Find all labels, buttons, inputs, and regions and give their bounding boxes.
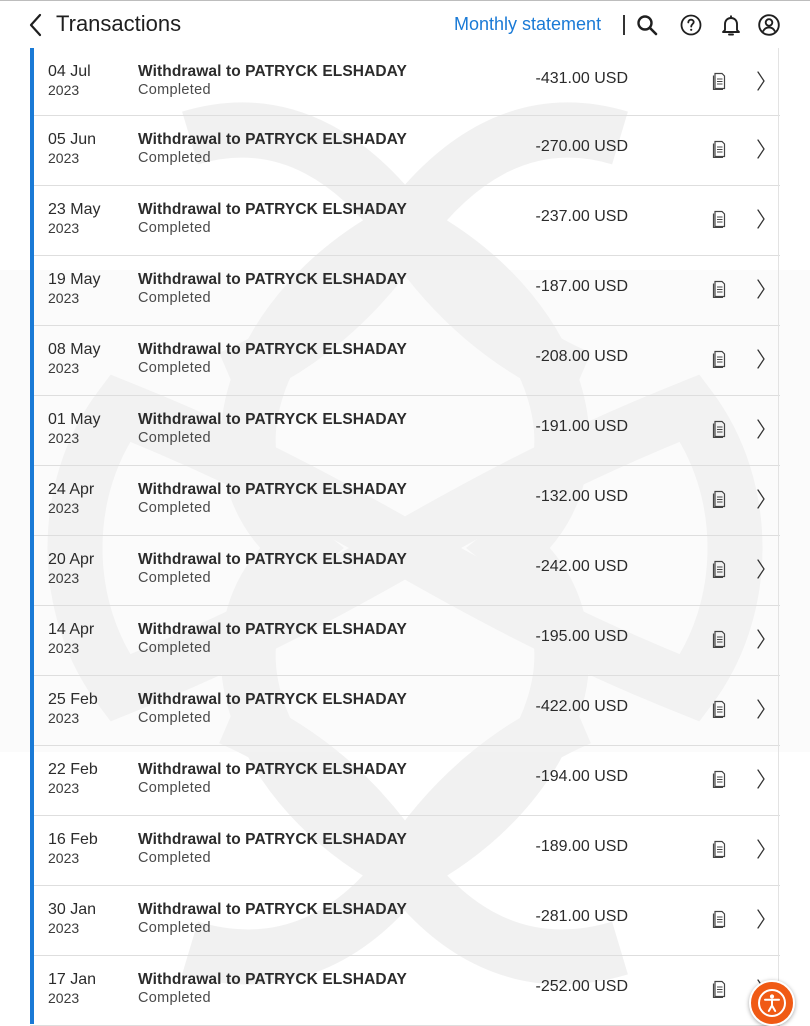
list-right-border — [778, 48, 779, 1024]
document-icon[interactable] — [712, 630, 726, 648]
transaction-description: Withdrawal to PATRYCK ELSHADAY — [138, 551, 407, 568]
transaction-date: 16 Feb — [48, 831, 98, 848]
document-icon[interactable] — [712, 420, 726, 438]
transaction-row[interactable] — [30, 396, 780, 466]
transaction-date: 30 Jan — [48, 901, 97, 918]
transaction-amount: -132.00 USD — [535, 488, 628, 505]
transaction-amount: -237.00 USD — [535, 208, 628, 225]
transaction-description: Withdrawal to PATRYCK ELSHADAY — [138, 131, 407, 148]
transaction-description: Withdrawal to PATRYCK ELSHADAY — [138, 761, 407, 778]
chevron-right-icon[interactable] — [756, 558, 766, 580]
transaction-year: 2023 — [48, 570, 80, 586]
transaction-row[interactable] — [30, 956, 780, 1026]
transaction-year: 2023 — [48, 82, 80, 98]
help-icon[interactable] — [679, 13, 703, 37]
transaction-status: Completed — [138, 500, 211, 516]
document-icon[interactable] — [712, 490, 726, 508]
document-icon[interactable] — [712, 350, 726, 368]
document-icon[interactable] — [712, 910, 726, 928]
transaction-date: 20 Apr — [48, 551, 95, 568]
transaction-row[interactable] — [30, 816, 780, 886]
transaction-row[interactable] — [30, 48, 780, 116]
transaction-row[interactable] — [30, 676, 780, 746]
transaction-amount: -189.00 USD — [535, 838, 628, 855]
chevron-right-icon[interactable] — [756, 418, 766, 440]
accessibility-button[interactable] — [749, 980, 795, 1026]
transaction-date: 17 Jan — [48, 971, 97, 988]
transaction-status: Completed — [138, 850, 211, 866]
chevron-right-icon[interactable] — [756, 70, 766, 92]
chevron-right-icon[interactable] — [756, 278, 766, 300]
transaction-amount: -195.00 USD — [535, 628, 628, 645]
transaction-status: Completed — [138, 430, 211, 446]
document-icon[interactable] — [712, 140, 726, 158]
header-divider — [623, 15, 625, 35]
transaction-description: Withdrawal to PATRYCK ELSHADAY — [138, 971, 407, 988]
transaction-description: Withdrawal to PATRYCK ELSHADAY — [138, 481, 407, 498]
transaction-year: 2023 — [48, 640, 80, 656]
transaction-description: Withdrawal to PATRYCK ELSHADAY — [138, 271, 407, 288]
document-icon[interactable] — [712, 560, 726, 578]
user-icon[interactable] — [757, 13, 781, 37]
chevron-right-icon[interactable] — [756, 348, 766, 370]
transaction-row[interactable] — [30, 186, 780, 256]
transaction-row[interactable] — [30, 466, 780, 536]
accent-bar — [30, 48, 34, 1024]
transaction-year: 2023 — [48, 290, 80, 306]
bell-icon[interactable] — [719, 13, 743, 37]
transaction-amount: -431.00 USD — [535, 70, 628, 87]
transaction-status: Completed — [138, 640, 211, 656]
document-icon[interactable] — [712, 72, 726, 90]
transaction-date: 08 May — [48, 341, 101, 358]
transaction-description: Withdrawal to PATRYCK ELSHADAY — [138, 621, 407, 638]
transaction-status: Completed — [138, 990, 211, 1006]
transaction-list — [30, 48, 780, 1024]
top-bar — [0, 0, 810, 48]
transaction-status: Completed — [138, 360, 211, 376]
document-icon[interactable] — [712, 840, 726, 858]
transaction-description: Withdrawal to PATRYCK ELSHADAY — [138, 691, 407, 708]
transaction-year: 2023 — [48, 220, 80, 236]
chevron-right-icon[interactable] — [756, 488, 766, 510]
chevron-right-icon[interactable] — [756, 908, 766, 930]
transaction-amount: -187.00 USD — [535, 278, 628, 295]
transaction-date: 23 May — [48, 201, 101, 218]
transaction-year: 2023 — [48, 920, 80, 936]
search-icon[interactable] — [635, 13, 659, 37]
transaction-year: 2023 — [48, 360, 80, 376]
page-title: Transactions — [56, 11, 182, 36]
transaction-description: Withdrawal to PATRYCK ELSHADAY — [138, 831, 407, 848]
transaction-amount: -208.00 USD — [535, 348, 628, 365]
transaction-year: 2023 — [48, 780, 80, 796]
chevron-right-icon[interactable] — [756, 138, 766, 160]
transaction-date: 01 May — [48, 411, 101, 428]
transaction-row[interactable] — [30, 536, 780, 606]
transaction-status: Completed — [138, 290, 211, 306]
transaction-status: Completed — [138, 780, 211, 796]
transaction-status: Completed — [138, 920, 211, 936]
transaction-row[interactable] — [30, 746, 780, 816]
monthly-statement-link[interactable]: Monthly statement — [454, 14, 602, 34]
transaction-row[interactable] — [30, 326, 780, 396]
transaction-description: Withdrawal to PATRYCK ELSHADAY — [138, 63, 407, 80]
transaction-amount: -270.00 USD — [535, 138, 628, 155]
chevron-right-icon[interactable] — [756, 698, 766, 720]
transaction-description: Withdrawal to PATRYCK ELSHADAY — [138, 341, 407, 358]
transaction-description: Withdrawal to PATRYCK ELSHADAY — [138, 201, 407, 218]
transaction-row[interactable] — [30, 606, 780, 676]
document-icon[interactable] — [712, 770, 726, 788]
transaction-year: 2023 — [48, 710, 80, 726]
transaction-year: 2023 — [48, 850, 80, 866]
chevron-left-icon[interactable] — [26, 12, 46, 38]
transaction-year: 2023 — [48, 990, 80, 1006]
document-icon[interactable] — [712, 210, 726, 228]
chevron-right-icon[interactable] — [756, 208, 766, 230]
transaction-description: Withdrawal to PATRYCK ELSHADAY — [138, 901, 407, 918]
transaction-date: 19 May — [48, 271, 101, 288]
transaction-status: Completed — [138, 570, 211, 586]
transaction-year: 2023 — [48, 430, 80, 446]
transaction-year: 2023 — [48, 150, 80, 166]
transaction-amount: -194.00 USD — [535, 768, 628, 785]
transaction-status: Completed — [138, 220, 211, 236]
transaction-status: Completed — [138, 150, 211, 166]
transaction-year: 2023 — [48, 500, 80, 516]
transaction-description: Withdrawal to PATRYCK ELSHADAY — [138, 411, 407, 428]
transaction-row[interactable] — [30, 886, 780, 956]
transaction-status: Completed — [138, 82, 211, 98]
chevron-right-icon[interactable] — [756, 768, 766, 790]
transaction-date: 25 Feb — [48, 691, 98, 708]
transaction-date: 14 Apr — [48, 621, 95, 638]
accessibility-icon — [756, 987, 788, 1019]
transaction-date: 22 Feb — [48, 761, 98, 778]
transaction-amount: -422.00 USD — [535, 698, 628, 715]
document-icon[interactable] — [712, 700, 726, 718]
document-icon[interactable] — [712, 280, 726, 298]
transaction-amount: -252.00 USD — [535, 978, 628, 995]
transaction-date: 05 Jun — [48, 131, 97, 148]
transaction-amount: -242.00 USD — [535, 558, 628, 575]
transaction-date: 24 Apr — [48, 481, 95, 498]
transaction-date: 04 Jul — [48, 63, 91, 80]
transaction-row[interactable] — [30, 116, 780, 186]
document-icon[interactable] — [712, 980, 726, 998]
transaction-status: Completed — [138, 710, 211, 726]
transaction-amount: -191.00 USD — [535, 418, 628, 435]
chevron-right-icon[interactable] — [756, 838, 766, 860]
transaction-row[interactable] — [30, 256, 780, 326]
transaction-amount: -281.00 USD — [535, 908, 628, 925]
chevron-right-icon[interactable] — [756, 628, 766, 650]
